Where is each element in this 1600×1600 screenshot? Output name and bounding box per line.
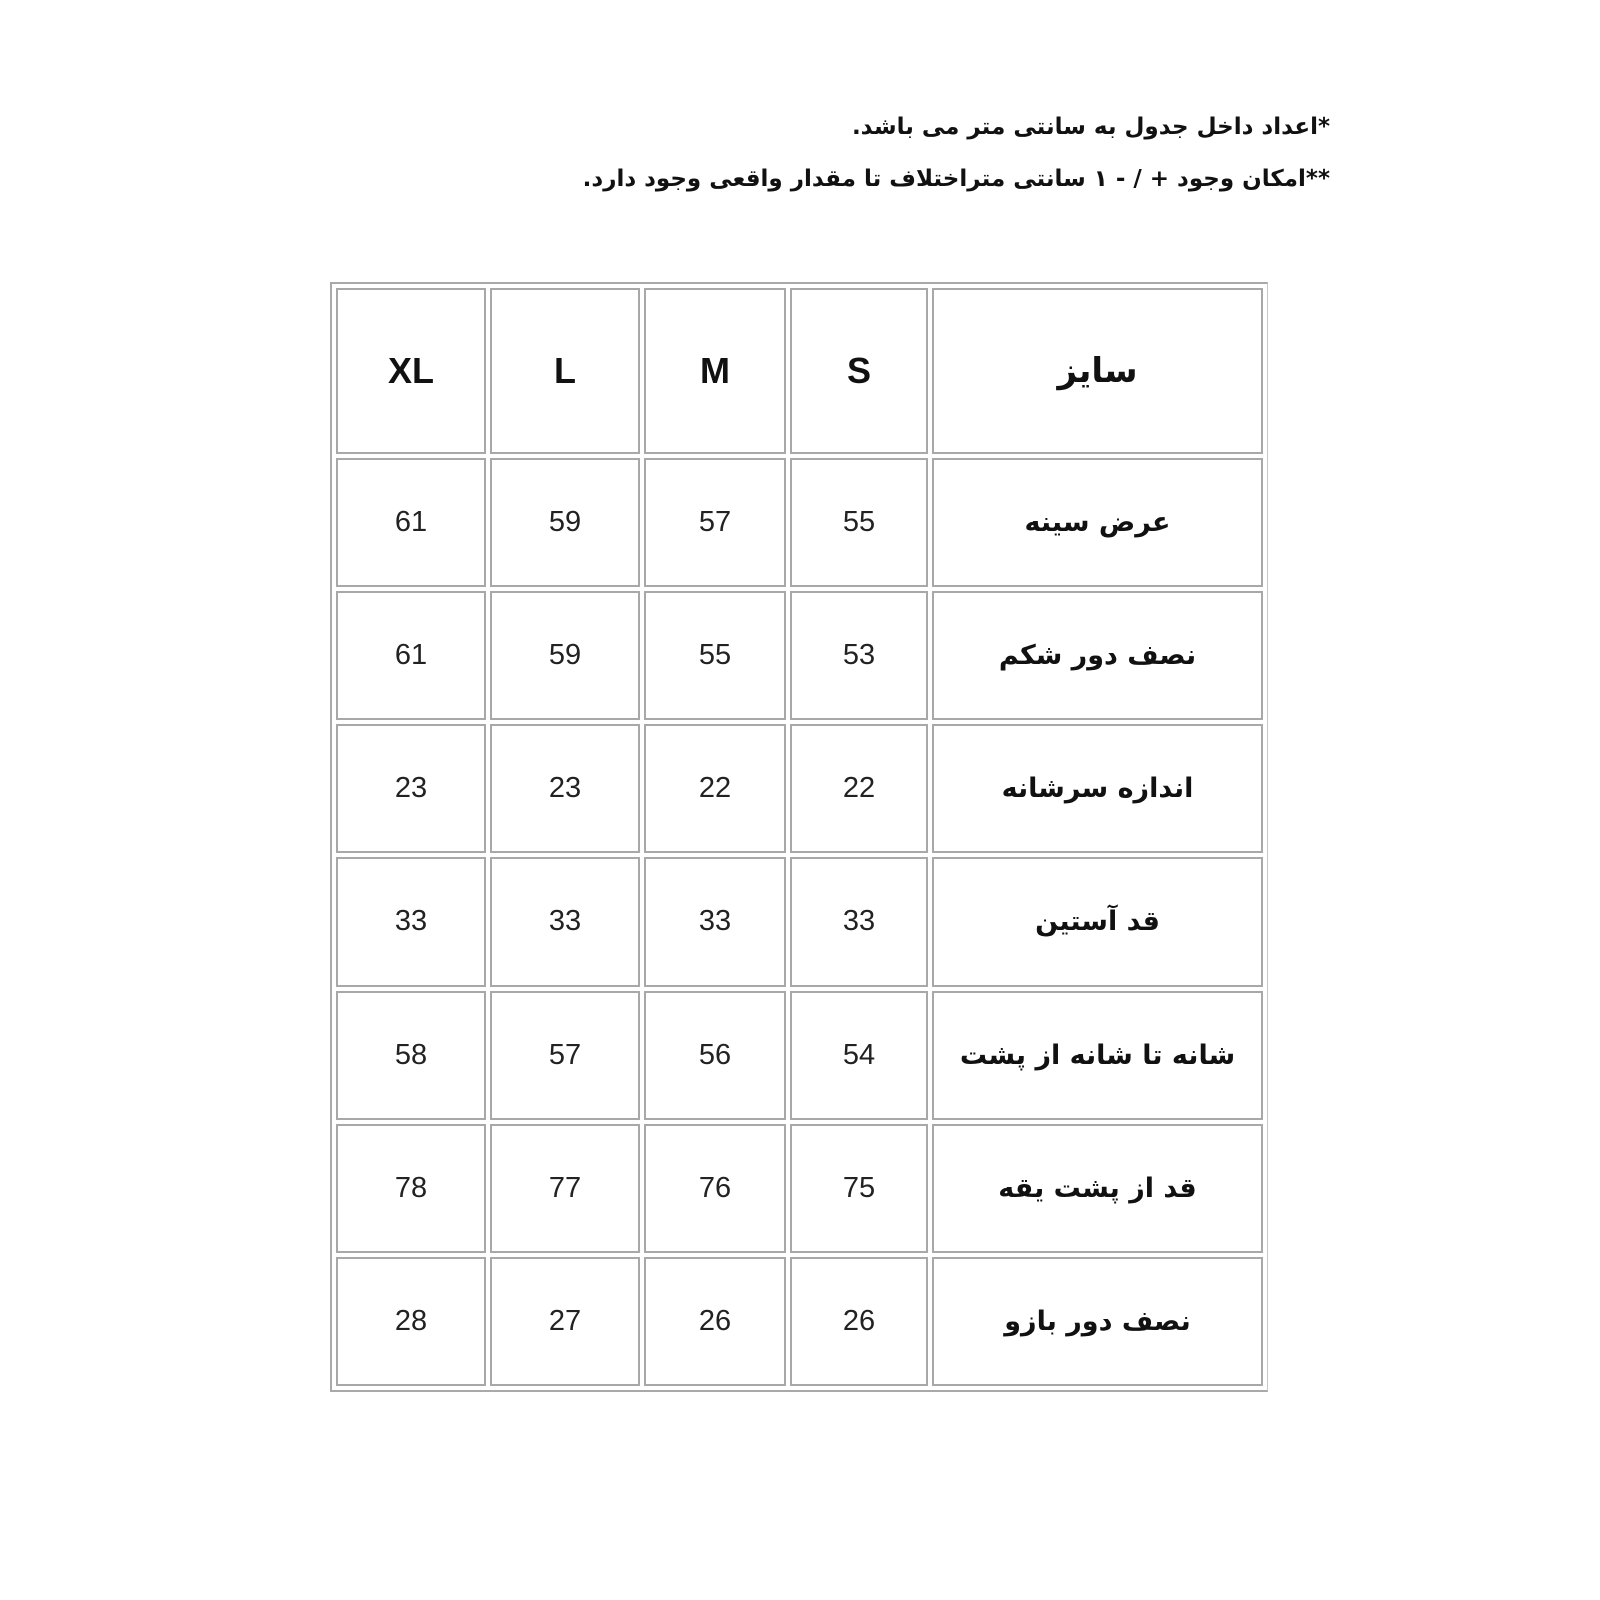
cell-xl: 61 bbox=[336, 591, 486, 720]
cell-l: 33 bbox=[490, 857, 640, 986]
cell-xl: 78 bbox=[336, 1124, 486, 1253]
note-units: *اعداد داخل جدول به سانتی متر می باشد. bbox=[851, 114, 1330, 140]
size-table bbox=[332, 284, 1267, 1390]
table-row bbox=[336, 1257, 1263, 1386]
row-label: نصف دور بازو bbox=[932, 1257, 1263, 1386]
header-size-s: S bbox=[790, 288, 928, 454]
cell-xl: 33 bbox=[336, 857, 486, 986]
cell-xl: 58 bbox=[336, 991, 486, 1120]
cell-l: 77 bbox=[490, 1124, 640, 1253]
cell-s: 54 bbox=[790, 991, 928, 1120]
cell-s: 26 bbox=[790, 1257, 928, 1386]
table-row bbox=[336, 458, 1263, 587]
cell-xl: 23 bbox=[336, 724, 486, 853]
cell-m: 33 bbox=[644, 857, 786, 986]
cell-s: 33 bbox=[790, 857, 928, 986]
header-row bbox=[336, 288, 1263, 454]
cell-m: 26 bbox=[644, 1257, 786, 1386]
cell-m: 76 bbox=[644, 1124, 786, 1253]
table-row bbox=[336, 1124, 1263, 1253]
cell-m: 56 bbox=[644, 991, 786, 1120]
table-row bbox=[336, 857, 1263, 986]
row-label: قد از پشت یقه bbox=[932, 1124, 1263, 1253]
header-size-l: L bbox=[490, 288, 640, 454]
cell-m: 55 bbox=[644, 591, 786, 720]
note-tolerance: **امکان وجود + / - ۱ سانتی متراختلاف تا مقدار واقعی وجود دارد. bbox=[582, 166, 1330, 192]
header-size-title: سایز bbox=[932, 288, 1263, 454]
row-label: قد آستین bbox=[932, 857, 1263, 986]
cell-l: 59 bbox=[490, 458, 640, 587]
cell-s: 53 bbox=[790, 591, 928, 720]
cell-l: 23 bbox=[490, 724, 640, 853]
size-chart-table bbox=[330, 282, 1268, 1392]
row-label: نصف دور شکم bbox=[932, 591, 1263, 720]
table-row bbox=[336, 724, 1263, 853]
cell-m: 57 bbox=[644, 458, 786, 587]
cell-l: 57 bbox=[490, 991, 640, 1120]
row-label: عرض سینه bbox=[932, 458, 1263, 587]
cell-s: 22 bbox=[790, 724, 928, 853]
cell-s: 55 bbox=[790, 458, 928, 587]
cell-xl: 28 bbox=[336, 1257, 486, 1386]
table-row bbox=[336, 591, 1263, 720]
cell-l: 59 bbox=[490, 591, 640, 720]
row-label: شانه تا شانه از پشت bbox=[932, 991, 1263, 1120]
table-row bbox=[336, 991, 1263, 1120]
notes bbox=[570, 112, 1330, 216]
cell-l: 27 bbox=[490, 1257, 640, 1386]
cell-xl: 61 bbox=[336, 458, 486, 587]
row-label: اندازه سرشانه bbox=[932, 724, 1263, 853]
cell-s: 75 bbox=[790, 1124, 928, 1253]
header-size-m: M bbox=[644, 288, 786, 454]
cell-m: 22 bbox=[644, 724, 786, 853]
header-size-xl: XL bbox=[336, 288, 486, 454]
